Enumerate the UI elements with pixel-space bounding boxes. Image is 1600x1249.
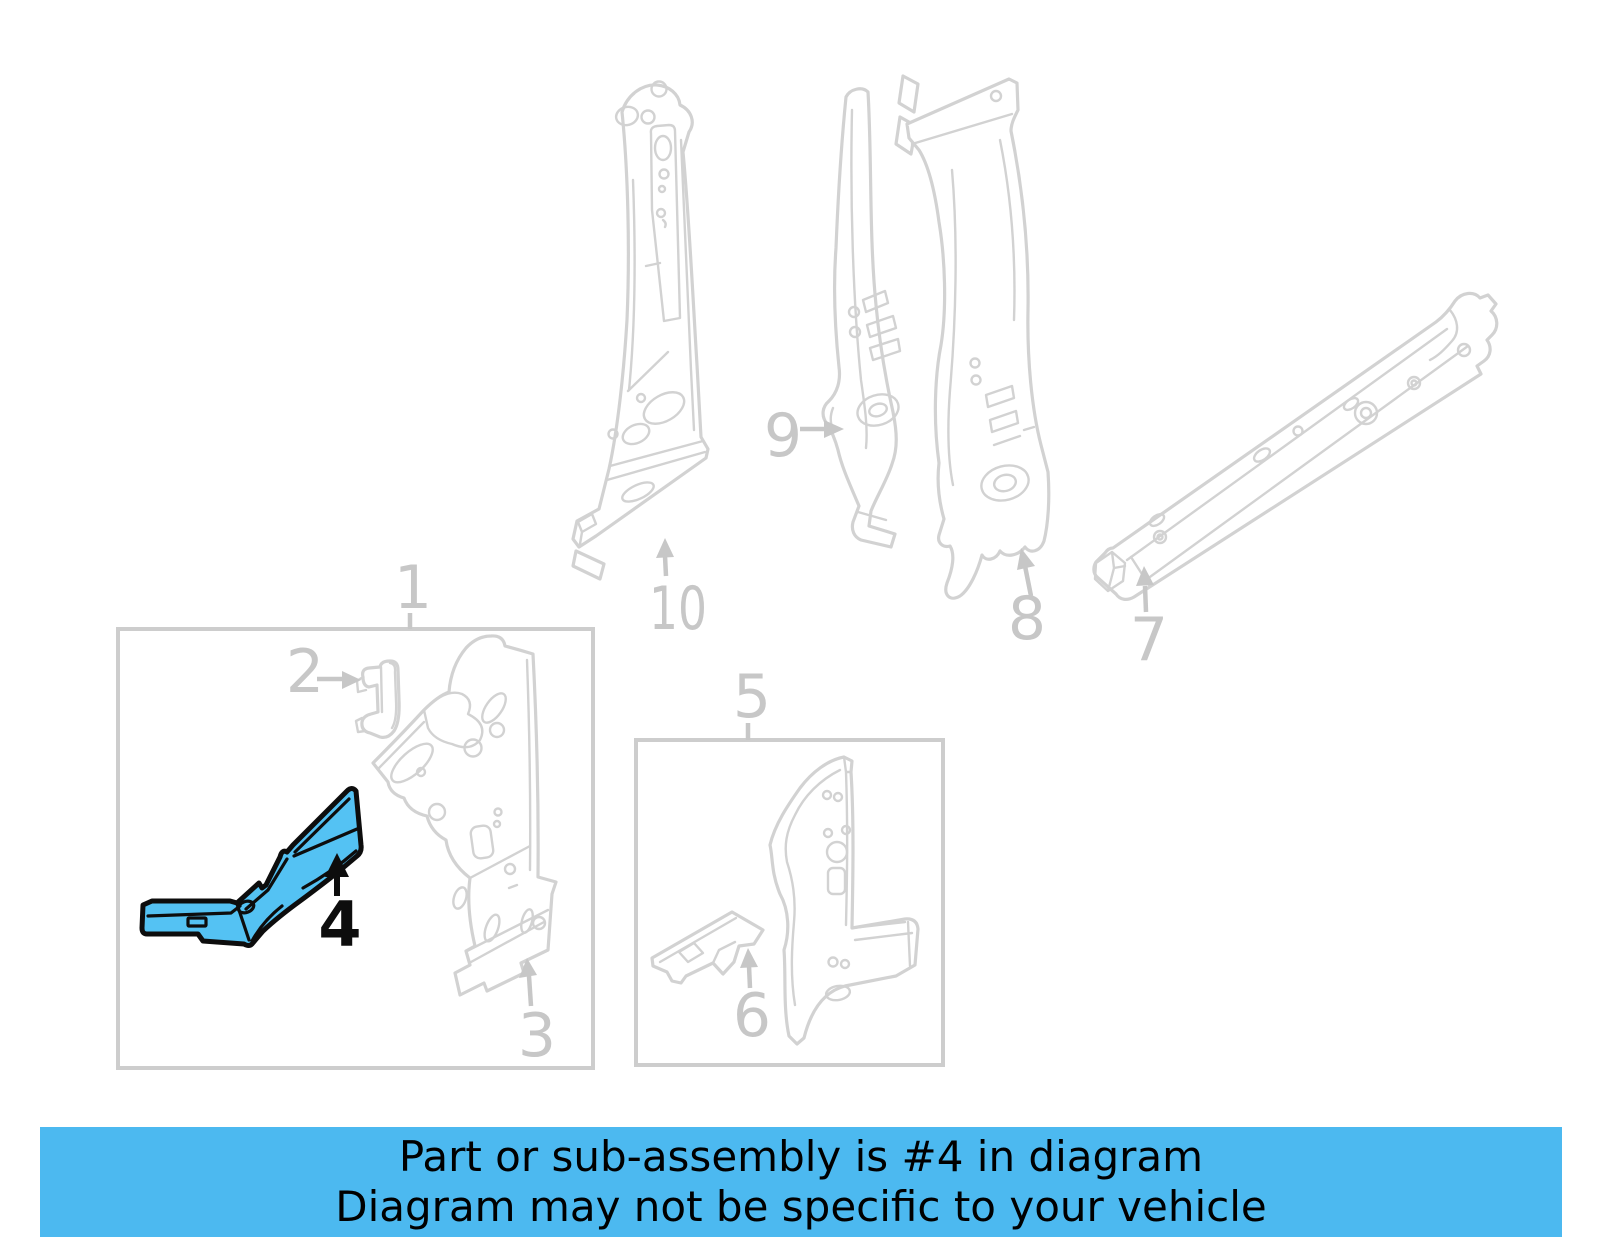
callout-6-label: 6 [732, 981, 772, 1051]
callout-6-arrowhead [740, 948, 758, 968]
part-outline [652, 912, 763, 983]
callout-5-label: 5 [732, 662, 772, 732]
part-outline [770, 757, 918, 1044]
part-8-drawing [896, 76, 1049, 598]
part-5-drawing [770, 757, 918, 1044]
detail-patch [899, 76, 918, 112]
detail-hole [451, 886, 469, 911]
callout-4-label: 4 [318, 888, 362, 961]
callout-8-label: 8 [1007, 584, 1047, 654]
callout-7-label: 7 [1129, 605, 1169, 675]
banner-line-2: Diagram may not be specific to your vehicle [335, 1182, 1267, 1231]
part-3-drawing [373, 636, 556, 995]
part-6-drawing [652, 912, 763, 983]
callout-1-label: 1 [393, 553, 433, 623]
part-9-drawing [823, 89, 903, 547]
callout-10-arrow [665, 556, 666, 576]
part-2-drawing [356, 661, 399, 737]
banner-line-1: Part or sub-assembly is #4 in diagram [398, 1132, 1204, 1181]
part-fragment [573, 551, 604, 579]
info-banner [40, 1127, 1562, 1237]
callout-3-label: 3 [517, 1001, 557, 1071]
callout-2-label: 2 [285, 637, 325, 707]
callout-9-label: 9 [763, 401, 803, 471]
part-7-drawing [1094, 293, 1497, 599]
part-outline [907, 79, 1049, 598]
callout-10-arrowhead [656, 538, 674, 558]
part-10-drawing [573, 82, 708, 580]
part-outline [1094, 293, 1497, 599]
callout-10-label: 10 [649, 574, 707, 644]
